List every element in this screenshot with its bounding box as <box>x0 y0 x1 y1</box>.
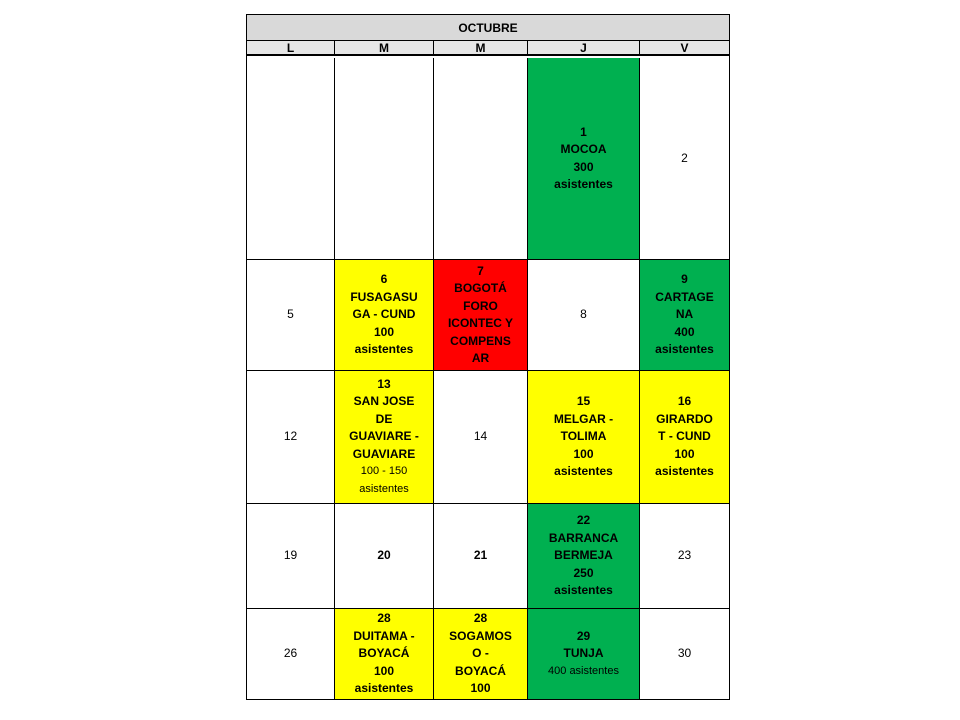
day-number: 21 <box>473 548 488 563</box>
event-cell-fusagasuga <box>335 260 434 371</box>
calendar-day-cell <box>247 260 335 371</box>
event-attendees-label: asistentes <box>655 464 714 479</box>
event-city: BOYACÁ <box>358 646 410 661</box>
calendar-day-cell <box>247 371 335 504</box>
event-city: FUSAGASU <box>350 289 418 304</box>
event-attendees: 100 - 150 <box>360 465 408 478</box>
event-attendees-label: asistentes <box>354 681 414 696</box>
day-number: 8 <box>580 307 587 322</box>
event-date: 16 <box>677 394 692 409</box>
day-number: 5 <box>287 307 294 322</box>
day-number: 2 <box>681 150 688 165</box>
event-city: BOYACÁ <box>455 663 506 678</box>
day-header-monday: L <box>247 41 335 56</box>
day-number: 14 <box>473 429 488 444</box>
event-city: DE <box>375 411 393 426</box>
event-city: CARTAGE <box>655 289 714 304</box>
event-date: 13 <box>377 376 391 391</box>
calendar-day-cell <box>247 504 335 609</box>
day-header-friday: V <box>640 41 729 56</box>
event-attendees: 400 <box>674 324 695 339</box>
event-city: BARRANCA <box>548 530 619 545</box>
day-number: 19 <box>283 548 298 563</box>
event-cell-san-jose-del-guaviare <box>335 371 434 504</box>
event-cell-bogota <box>434 260 528 371</box>
calendar-day-cell <box>434 371 528 504</box>
event-city: MOCOA <box>560 142 607 156</box>
day-header-tuesday: M <box>335 41 434 56</box>
calendar-day-cell <box>247 609 335 699</box>
event-cell-girardot <box>640 371 729 504</box>
event-city: SOGAMOS <box>449 628 512 643</box>
event-date: 28 <box>377 611 391 626</box>
event-cell-tunja <box>528 609 640 699</box>
event-attendees-label: asistentes <box>354 342 414 357</box>
october-calendar <box>246 14 730 700</box>
event-city: DUITAMA - <box>353 628 415 643</box>
event-city: NA <box>675 307 694 322</box>
event-attendees-label: asistentes <box>554 177 613 191</box>
event-cell-mocoa <box>528 58 640 260</box>
event-date: 9 <box>681 272 688 287</box>
event-date: 1 <box>580 124 587 139</box>
event-city: GA - CUND <box>352 307 416 322</box>
day-number: 26 <box>283 646 298 661</box>
event-city: TOLIMA <box>560 429 607 444</box>
day-number: 20 <box>377 548 391 563</box>
event-detail: ICONTEC Y <box>447 316 514 330</box>
event-detail: FORO <box>463 298 498 313</box>
day-header-wednesday: M <box>434 41 528 56</box>
event-attendees: 300 <box>573 159 594 174</box>
calendar-day-cell <box>640 58 729 260</box>
event-attendees-label: asistentes <box>554 464 613 479</box>
event-attendees: 100 <box>373 324 395 339</box>
event-city: TUNJA <box>563 646 604 661</box>
event-city: T - CUND <box>658 429 711 444</box>
calendar-cell-empty <box>434 58 528 260</box>
event-cell-duitama <box>335 609 434 699</box>
event-cell-cartagena <box>640 260 729 371</box>
event-cell-sogamoso <box>434 609 528 699</box>
calendar-day-cell <box>640 609 729 699</box>
event-attendees: 250 <box>573 565 594 580</box>
event-city: MELGAR - <box>553 411 614 426</box>
month-title: OCTUBRE <box>247 15 729 41</box>
event-city: GIRARDO <box>656 411 713 426</box>
event-attendees-label: asistentes <box>359 482 409 495</box>
event-date: 22 <box>576 513 591 528</box>
event-date: 15 <box>576 394 591 409</box>
event-detail: COMPENS <box>450 333 511 348</box>
event-city: GUAVIARE <box>352 446 416 461</box>
event-attendees-label: 400 asistentes <box>548 664 619 677</box>
event-city: GUAVIARE - <box>349 429 419 444</box>
event-city: BOGOTÁ <box>454 281 507 295</box>
event-date: 29 <box>576 628 591 643</box>
event-date: 7 <box>477 263 484 278</box>
event-date: 28 <box>473 611 488 626</box>
calendar-day-cell <box>434 504 528 609</box>
event-attendees: 100 <box>573 446 594 461</box>
day-number: 30 <box>677 646 692 661</box>
calendar-cell-empty <box>247 58 335 260</box>
event-city: BERMEJA <box>554 548 613 563</box>
event-attendees-label: asistentes <box>554 583 613 598</box>
calendar-cell-empty <box>335 58 434 260</box>
day-number: 23 <box>677 548 692 563</box>
event-date: 6 <box>380 272 388 287</box>
event-city: O - <box>472 646 489 661</box>
day-number: 12 <box>283 429 298 444</box>
day-header-thursday: J <box>528 41 640 56</box>
event-attendees-label: asistentes <box>655 342 714 357</box>
event-attendees: 100 <box>674 446 695 461</box>
event-attendees: 100 <box>470 681 491 696</box>
event-cell-barrancabermeja <box>528 504 640 609</box>
event-cell-melgar <box>528 371 640 504</box>
calendar-day-cell <box>640 504 729 609</box>
event-city: SAN JOSE <box>353 394 415 409</box>
calendar-day-cell <box>528 260 640 371</box>
event-detail: AR <box>471 351 490 365</box>
event-attendees: 100 <box>373 663 395 678</box>
calendar-day-cell <box>335 504 434 609</box>
